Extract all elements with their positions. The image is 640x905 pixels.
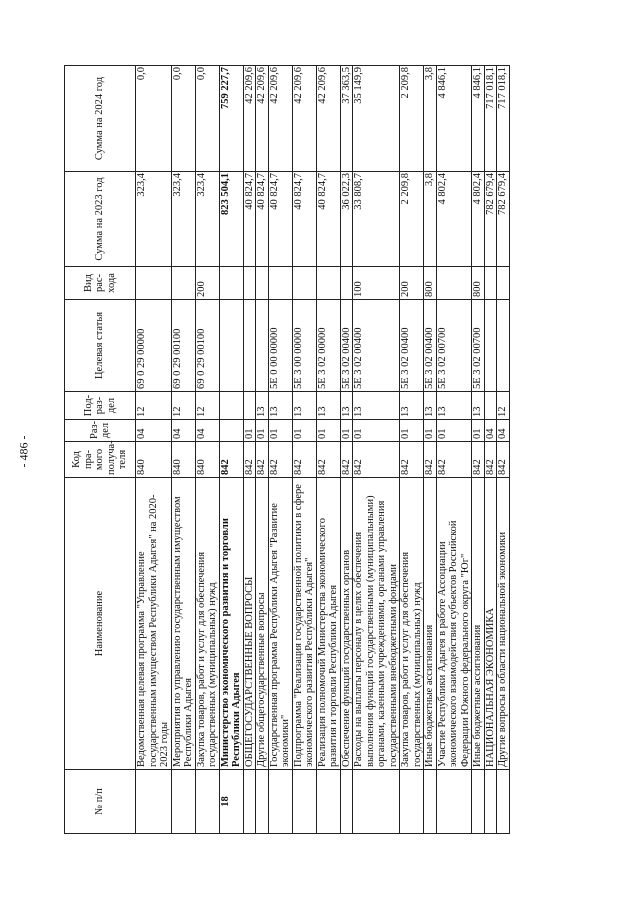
cell-razdel: 04 xyxy=(195,420,219,442)
cell-num xyxy=(472,770,485,834)
table-row xyxy=(136,66,172,834)
cell-sum-2023: 3,8 xyxy=(424,172,437,267)
cell-code: 842 xyxy=(497,442,510,478)
cell-sum-2023: 4 802,4 xyxy=(436,172,472,267)
cell-razdel: 01 xyxy=(292,420,316,442)
budget-table xyxy=(64,65,510,834)
cell-podrazdel: 12 xyxy=(497,392,510,420)
cell-code: 840 xyxy=(195,442,219,478)
cell-vid xyxy=(256,267,269,300)
cell-name: Иные бюджетные ассигнования xyxy=(472,478,485,770)
cell-vid: 200 xyxy=(400,267,424,300)
cell-podrazdel xyxy=(484,392,497,420)
cell-statya xyxy=(243,300,256,392)
cell-name: НАЦИОНАЛЬНАЯ ЭКОНОМИКА xyxy=(484,478,497,770)
table-row xyxy=(424,66,437,834)
cell-sum-2024: 42 209,6 xyxy=(268,66,292,172)
header-num: № п/п xyxy=(65,770,136,834)
cell-num xyxy=(436,770,472,834)
cell-sum-2024: 35 149,9 xyxy=(353,66,400,172)
cell-sum-2024: 717 018,1 xyxy=(497,66,510,172)
cell-podrazdel: 13 xyxy=(472,392,485,420)
cell-statya: 5Е 3 02 00400 xyxy=(340,300,353,392)
cell-razdel: 01 xyxy=(472,420,485,442)
cell-podrazdel: 13 xyxy=(400,392,424,420)
table-row xyxy=(292,66,316,834)
cell-vid: 200 xyxy=(195,267,219,300)
cell-num xyxy=(243,770,256,834)
cell-num xyxy=(171,770,195,834)
cell-razdel xyxy=(219,420,243,442)
table-row xyxy=(340,66,353,834)
cell-name: Закупка товаров, работ и услуг для обеспечения государственных (муниципальных) нужд xyxy=(400,478,424,770)
cell-name: Реализация полномочий Министерства экономического развития и торговли Республики Адыгея xyxy=(316,478,340,770)
cell-statya: 5Е 3 00 00000 xyxy=(292,300,316,392)
table-row xyxy=(195,66,219,834)
cell-code: 842 xyxy=(219,442,243,478)
header-razdel: Раз- дел xyxy=(65,420,136,442)
cell-num xyxy=(424,770,437,834)
cell-sum-2023: 782 679,4 xyxy=(497,172,510,267)
cell-razdel: 01 xyxy=(340,420,353,442)
cell-podrazdel: 13 xyxy=(340,392,353,420)
cell-podrazdel: 12 xyxy=(195,392,219,420)
cell-podrazdel xyxy=(219,392,243,420)
cell-vid xyxy=(219,267,243,300)
header-statya: Целевая статья xyxy=(65,300,136,392)
cell-sum-2023: 40 824,7 xyxy=(316,172,340,267)
cell-num: 18 xyxy=(219,770,243,834)
cell-podrazdel: 13 xyxy=(353,392,400,420)
cell-statya: 5Е 3 02 00400 xyxy=(424,300,437,392)
cell-vid xyxy=(497,267,510,300)
cell-sum-2023: 40 824,7 xyxy=(256,172,269,267)
cell-sum-2024: 4 846,1 xyxy=(436,66,472,172)
cell-code: 842 xyxy=(256,442,269,478)
cell-razdel: 01 xyxy=(243,420,256,442)
cell-statya xyxy=(219,300,243,392)
cell-sum-2023: 823 504,1 xyxy=(219,172,243,267)
header-sum-2023: Сумма на 2023 год xyxy=(65,172,136,267)
cell-statya: 5Е 3 02 00400 xyxy=(353,300,400,392)
table-row xyxy=(497,66,510,834)
cell-sum-2023: 33 808,7 xyxy=(353,172,400,267)
cell-vid: 800 xyxy=(424,267,437,300)
cell-name: Министерство экономического развития и торговли Республики Адыгея xyxy=(219,478,243,770)
cell-vid xyxy=(292,267,316,300)
cell-statya: 5Е 3 02 00700 xyxy=(436,300,472,392)
cell-code: 842 xyxy=(353,442,400,478)
table-row xyxy=(484,66,497,834)
cell-razdel: 01 xyxy=(268,420,292,442)
cell-statya xyxy=(484,300,497,392)
cell-razdel: 01 xyxy=(316,420,340,442)
cell-sum-2024: 42 209,6 xyxy=(316,66,340,172)
cell-sum-2023: 40 824,7 xyxy=(292,172,316,267)
cell-code: 842 xyxy=(340,442,353,478)
cell-sum-2023: 323,4 xyxy=(136,172,172,267)
cell-num xyxy=(353,770,400,834)
cell-num xyxy=(497,770,510,834)
table-row xyxy=(400,66,424,834)
cell-code: 840 xyxy=(171,442,195,478)
cell-sum-2024: 42 209,6 xyxy=(243,66,256,172)
cell-name: Другие общегосударственные вопросы xyxy=(256,478,269,770)
cell-sum-2023: 40 824,7 xyxy=(268,172,292,267)
cell-vid: 100 xyxy=(353,267,400,300)
cell-code: 842 xyxy=(424,442,437,478)
cell-statya xyxy=(256,300,269,392)
cell-num xyxy=(316,770,340,834)
cell-code: 842 xyxy=(292,442,316,478)
cell-vid xyxy=(243,267,256,300)
cell-statya: 69 0 29 00100 xyxy=(171,300,195,392)
table-row xyxy=(353,66,400,834)
table-row xyxy=(171,66,195,834)
table-row xyxy=(243,66,256,834)
cell-sum-2023: 782 679,4 xyxy=(484,172,497,267)
cell-statya: 5Е 3 02 00400 xyxy=(400,300,424,392)
cell-name: Мероприятия по управлению государственным имуществом Республики Адыгея xyxy=(171,478,195,770)
cell-name: Участие Республики Адыгея в работе Ассоциации экономического взаимодействия субъектов Российской Федерации Южного федерального округа "Юг" xyxy=(436,478,472,770)
cell-sum-2024: 0,0 xyxy=(136,66,172,172)
cell-name: Закупка товаров, работ и услуг для обеспечения государственных (муниципальных) нужд xyxy=(195,478,219,770)
cell-sum-2023: 36 022,3 xyxy=(340,172,353,267)
cell-podrazdel: 13 xyxy=(256,392,269,420)
cell-statya: 69 0 29 00000 xyxy=(136,300,172,392)
cell-statya: 5Е 0 00 00000 xyxy=(268,300,292,392)
header-code: Код пра- мого получа- теля xyxy=(65,442,136,478)
cell-name: ОБЩЕГОСУДАРСТВЕННЫЕ ВОПРОСЫ xyxy=(243,478,256,770)
cell-sum-2024: 37 363,5 xyxy=(340,66,353,172)
cell-code: 842 xyxy=(484,442,497,478)
cell-sum-2024: 3,8 xyxy=(424,66,437,172)
cell-podrazdel: 13 xyxy=(436,392,472,420)
header-vid: Вид рас- хода xyxy=(65,267,136,300)
header-row xyxy=(65,66,136,834)
cell-sum-2023: 323,4 xyxy=(195,172,219,267)
cell-podrazdel: 13 xyxy=(424,392,437,420)
cell-sum-2024: 2 209,8 xyxy=(400,66,424,172)
cell-num xyxy=(195,770,219,834)
cell-num xyxy=(340,770,353,834)
table-row xyxy=(256,66,269,834)
cell-podrazdel: 13 xyxy=(268,392,292,420)
cell-name: Иные бюджетные ассигнования xyxy=(424,478,437,770)
cell-name: Расходы на выплаты персоналу в целях обеспечения выполнения функций государственными (муниципальными) органами, казенными учреждениями, органами управления государственными внебюджетными фондами xyxy=(353,478,400,770)
table-row xyxy=(219,66,243,834)
cell-name: Подпрограмма "Реализация государственной политики в сфере экономического развития Республики Адыгея" xyxy=(292,478,316,770)
cell-code: 842 xyxy=(316,442,340,478)
cell-razdel: 01 xyxy=(436,420,472,442)
cell-num xyxy=(136,770,172,834)
table-row xyxy=(436,66,472,834)
cell-num xyxy=(256,770,269,834)
cell-statya xyxy=(497,300,510,392)
cell-vid xyxy=(136,267,172,300)
cell-razdel: 04 xyxy=(171,420,195,442)
cell-vid: 800 xyxy=(472,267,485,300)
cell-num xyxy=(268,770,292,834)
cell-vid xyxy=(316,267,340,300)
cell-razdel: 01 xyxy=(353,420,400,442)
cell-name: Обеспечение функций государственных органов xyxy=(340,478,353,770)
cell-podrazdel: 12 xyxy=(171,392,195,420)
cell-sum-2024: 42 209,6 xyxy=(292,66,316,172)
table-row xyxy=(268,66,292,834)
page-number: - 486 - xyxy=(16,435,31,468)
cell-sum-2023: 2 209,8 xyxy=(400,172,424,267)
cell-code: 842 xyxy=(243,442,256,478)
cell-code: 842 xyxy=(268,442,292,478)
cell-vid xyxy=(268,267,292,300)
cell-razdel: 04 xyxy=(136,420,172,442)
header-podrazdel: Под- раз- дел xyxy=(65,392,136,420)
rotated-page xyxy=(64,66,569,834)
cell-razdel: 04 xyxy=(497,420,510,442)
cell-podrazdel: 12 xyxy=(136,392,172,420)
cell-vid xyxy=(340,267,353,300)
cell-vid xyxy=(484,267,497,300)
cell-razdel: 01 xyxy=(400,420,424,442)
cell-podrazdel: 13 xyxy=(292,392,316,420)
cell-sum-2024: 717 018,1 xyxy=(484,66,497,172)
cell-num xyxy=(292,770,316,834)
cell-sum-2023: 323,4 xyxy=(171,172,195,267)
cell-num xyxy=(484,770,497,834)
cell-sum-2023: 40 824,7 xyxy=(243,172,256,267)
cell-sum-2024: 0,0 xyxy=(195,66,219,172)
cell-sum-2024: 42 209,6 xyxy=(256,66,269,172)
cell-code: 842 xyxy=(436,442,472,478)
cell-razdel: 01 xyxy=(256,420,269,442)
cell-podrazdel xyxy=(243,392,256,420)
cell-sum-2024: 4 846,1 xyxy=(472,66,485,172)
cell-num xyxy=(400,770,424,834)
header-name: Наименование xyxy=(65,478,136,770)
cell-statya: 69 0 29 00100 xyxy=(195,300,219,392)
cell-vid xyxy=(436,267,472,300)
cell-vid xyxy=(171,267,195,300)
cell-sum-2024: 0,0 xyxy=(171,66,195,172)
cell-code: 840 xyxy=(136,442,172,478)
cell-razdel: 04 xyxy=(484,420,497,442)
table-body xyxy=(136,66,510,834)
cell-statya: 5Е 3 02 00000 xyxy=(316,300,340,392)
cell-name: Ведомственная целевая программа "Управление государственным имуществом Республики Адыгея" на 2020-2023 годы xyxy=(136,478,172,770)
cell-code: 842 xyxy=(400,442,424,478)
cell-sum-2023: 4 802,4 xyxy=(472,172,485,267)
header-sum-2024: Сумма на 2024 год xyxy=(65,66,136,172)
rotated-content xyxy=(64,66,569,834)
cell-razdel: 01 xyxy=(424,420,437,442)
cell-podrazdel: 13 xyxy=(316,392,340,420)
cell-sum-2024: 759 227,7 xyxy=(219,66,243,172)
table-row xyxy=(472,66,485,834)
cell-statya: 5Е 3 02 00700 xyxy=(472,300,485,392)
cell-name: Государственная программа Республики Адыгея "Развитие экономики" xyxy=(268,478,292,770)
cell-name: Другие вопросы в области национальной экономики xyxy=(497,478,510,770)
cell-code: 842 xyxy=(472,442,485,478)
table-row xyxy=(316,66,340,834)
